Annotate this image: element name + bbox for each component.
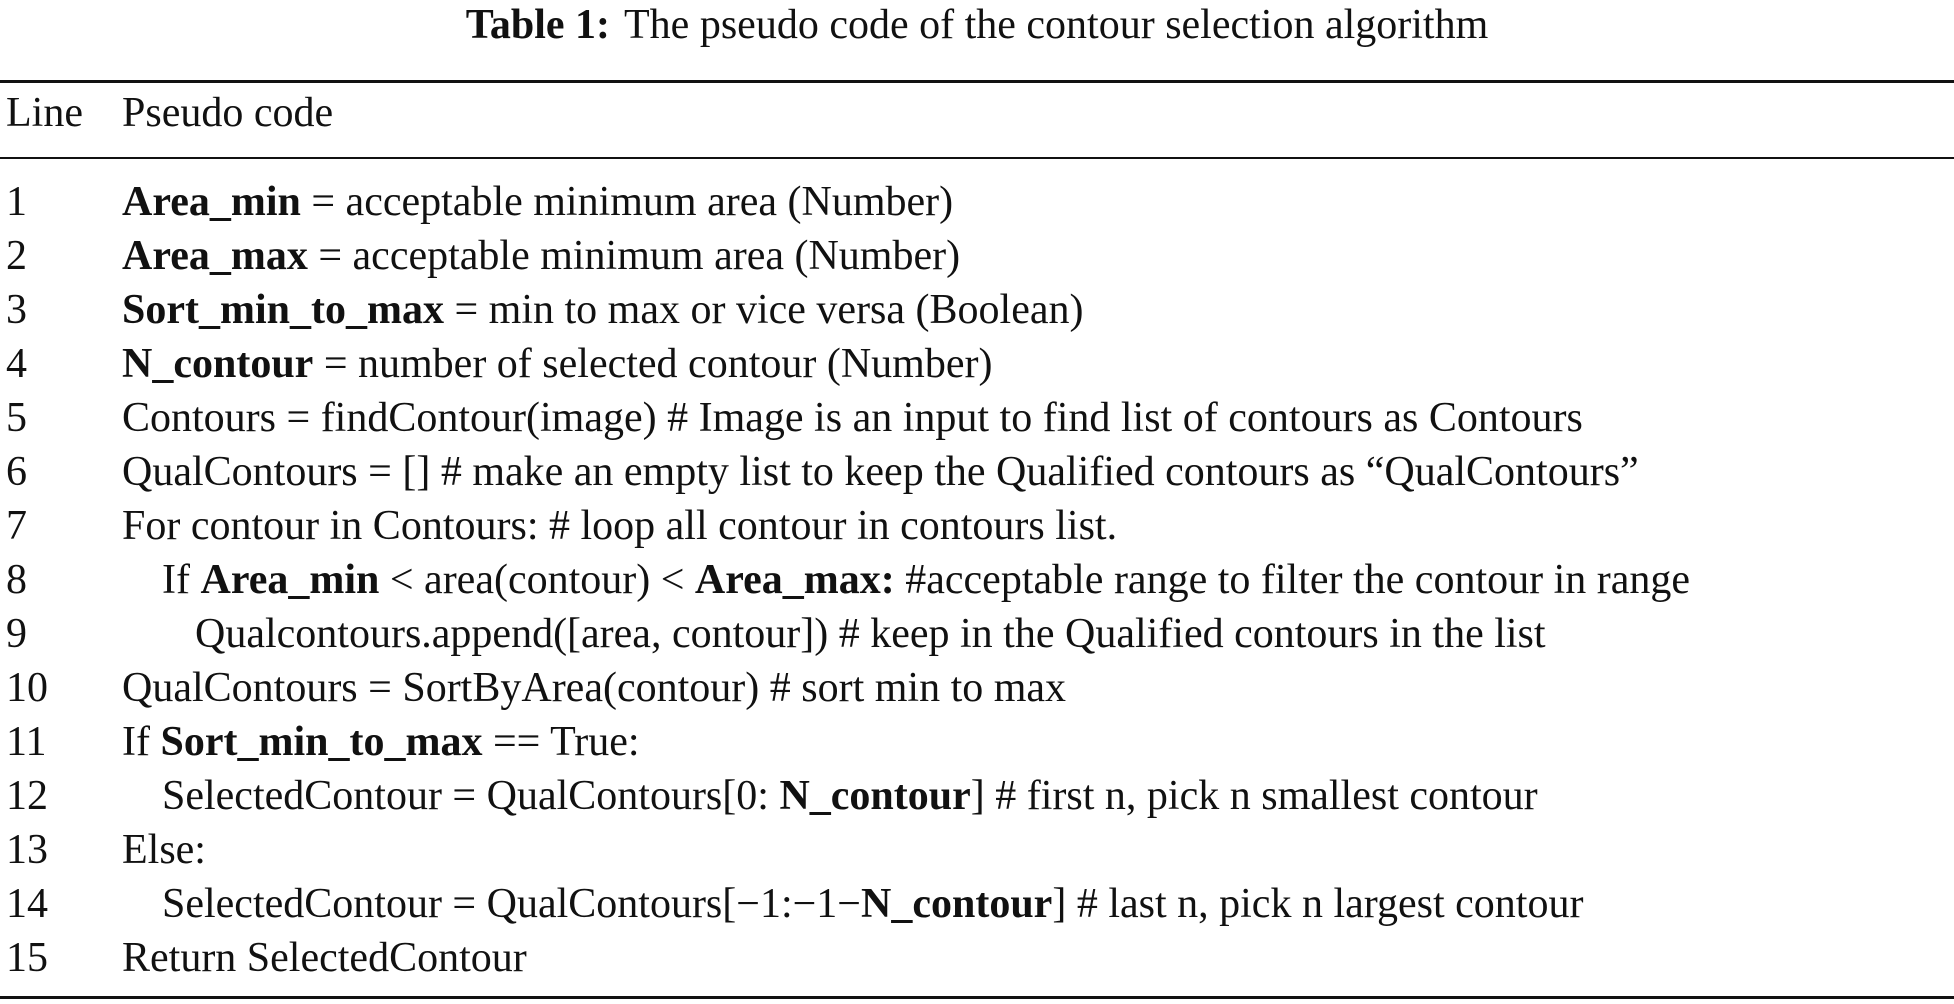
line-number: 8 xyxy=(6,557,27,603)
pseudo-code-text xyxy=(122,283,1083,337)
column-header-pseudo-code: Pseudo code xyxy=(122,90,334,136)
line-number: 6 xyxy=(6,449,27,495)
table-row xyxy=(0,499,1954,553)
line-number: 9 xyxy=(6,611,27,657)
code-segment: = acceptable minimum area (Number) xyxy=(300,179,954,225)
code-variable: Area_min xyxy=(200,557,380,603)
column-header-line: Line xyxy=(6,90,83,136)
code-segment: Else: xyxy=(122,827,206,873)
code-segment: QualContours = [] # make an empty list to keep the Qualified contours as “QualContours” xyxy=(122,449,1639,495)
code-segment: QualContours = SortByArea(contour) # sort min to max xyxy=(122,665,1067,711)
pseudo-code-text xyxy=(162,769,1538,823)
table-row xyxy=(0,877,1954,931)
caption-label: Table 1: xyxy=(465,2,611,48)
pseudo-code-text xyxy=(122,499,1117,553)
code-segment: < area(contour) < xyxy=(379,557,695,603)
table-body xyxy=(0,175,1954,985)
table-row xyxy=(0,337,1954,391)
table-row xyxy=(0,229,1954,283)
pseudo-code-text xyxy=(122,391,1583,445)
code-segment: Qualcontours.append([area, contour]) # keep in the Qualified contours in the list xyxy=(195,611,1546,657)
line-number: 1 xyxy=(6,179,27,225)
table-row xyxy=(0,553,1954,607)
pseudo-code-text xyxy=(162,877,1583,931)
line-number: 11 xyxy=(6,719,47,765)
line-number: 2 xyxy=(6,233,27,279)
table-row xyxy=(0,823,1954,877)
table-row xyxy=(0,931,1954,985)
table-header-rule xyxy=(0,157,1954,159)
code-segment: SelectedContour = QualContours[−1:−1− xyxy=(162,881,861,927)
code-segment: = min to max or vice versa (Boolean) xyxy=(443,287,1084,333)
pseudo-code-text xyxy=(195,607,1546,661)
pseudo-code-text xyxy=(122,337,992,391)
code-variable: Area_min xyxy=(122,179,301,225)
line-number: 12 xyxy=(6,773,48,819)
table-row xyxy=(0,715,1954,769)
line-number: 10 xyxy=(6,665,48,711)
pseudo-code-text xyxy=(122,229,960,283)
table-row xyxy=(0,445,1954,499)
code-variable: N_contour xyxy=(779,773,971,819)
line-number: 15 xyxy=(6,935,48,981)
table-row xyxy=(0,391,1954,445)
table-top-rule xyxy=(0,80,1954,83)
code-segment: If xyxy=(162,557,201,603)
code-segment: For contour in Contours: # loop all contour in contours list. xyxy=(122,503,1118,549)
pseudo-code-text xyxy=(122,175,953,229)
code-segment: ] # first n, pick n smallest contour xyxy=(970,773,1538,819)
pseudo-code-text xyxy=(122,661,1066,715)
table-row xyxy=(0,175,1954,229)
line-number: 4 xyxy=(6,341,27,387)
pseudo-code-text xyxy=(122,931,527,985)
pseudo-code-text xyxy=(162,553,1690,607)
pseudo-code-text xyxy=(122,715,640,769)
line-number: 5 xyxy=(6,395,27,441)
table-row xyxy=(0,607,1954,661)
code-segment: = acceptable minimum area (Number) xyxy=(307,233,961,279)
code-variable: Area_max xyxy=(122,233,308,279)
caption-text: The pseudo code of the contour selection algorithm xyxy=(624,2,1489,48)
code-variable: Area_max: xyxy=(694,557,895,603)
table-row xyxy=(0,769,1954,823)
line-number: 7 xyxy=(6,503,27,549)
line-number: 14 xyxy=(6,881,48,927)
table-row xyxy=(0,661,1954,715)
code-segment: Contours = findContour(image) # Image is an input to find list of contours as Contours xyxy=(122,395,1583,441)
code-segment: == True: xyxy=(482,719,640,765)
pseudo-code-text xyxy=(122,823,206,877)
table-bottom-rule xyxy=(0,996,1954,999)
code-segment: If xyxy=(122,719,161,765)
code-segment: SelectedContour = QualContours[0: xyxy=(162,773,780,819)
code-segment: ] # last n, pick n largest contour xyxy=(1052,881,1584,927)
code-segment: = number of selected contour (Number) xyxy=(313,341,993,387)
code-segment: #acceptable range to filter the contour in range xyxy=(894,557,1691,603)
table-row xyxy=(0,283,1954,337)
code-variable: Sort_min_to_max xyxy=(160,719,483,765)
pseudo-code-text xyxy=(122,445,1639,499)
code-variable: N_contour xyxy=(122,341,314,387)
table-caption xyxy=(0,2,1954,48)
code-segment: Return SelectedContour xyxy=(122,935,527,981)
code-variable: Sort_min_to_max xyxy=(122,287,444,333)
line-number: 3 xyxy=(6,287,27,333)
code-variable: N_contour xyxy=(861,881,1053,927)
line-number: 13 xyxy=(6,827,48,873)
